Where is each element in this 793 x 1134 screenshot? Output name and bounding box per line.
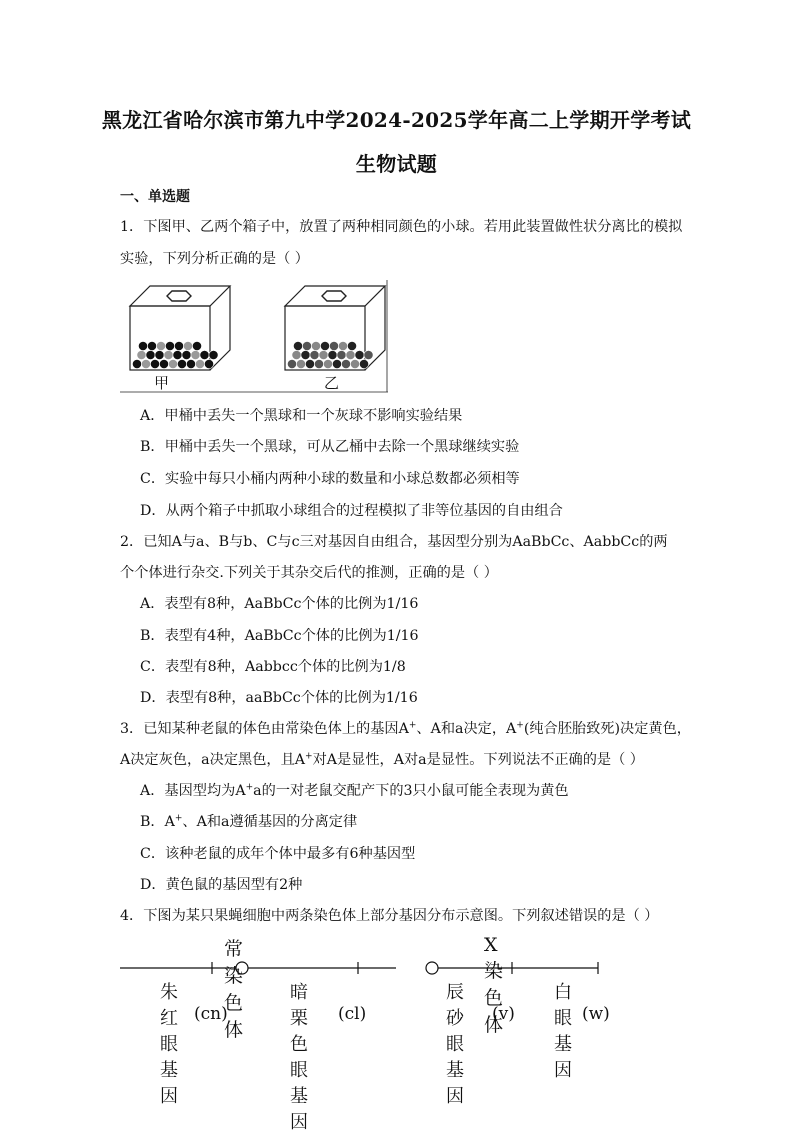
ball — [359, 359, 368, 368]
ball — [177, 359, 186, 368]
q3-stem-line2: A决定灰色，a决定黑色，且A+对A是显性，A对a是显性。下列说法不正确的是（ ） — [120, 751, 644, 768]
ball — [319, 350, 328, 359]
ball — [364, 350, 373, 359]
section-heading: 一、单选题 — [120, 189, 190, 205]
ball — [314, 359, 323, 368]
box-label-jia: 甲 — [154, 374, 170, 392]
ball — [310, 350, 319, 359]
ball — [200, 350, 209, 359]
ball — [338, 341, 347, 350]
x-chromosome-label: X染色体 — [484, 934, 504, 1036]
q1-option-b[interactable]: B．甲桶中丢失一个黑球，可从乙桶中去除一个黑球继续实验 — [140, 439, 520, 455]
ball — [355, 350, 364, 359]
q3-option-c[interactable]: C．该种老鼠的成年个体中最多有6种基因型 — [140, 846, 416, 862]
autosome-label: 常染色体 — [224, 938, 244, 1041]
ball — [204, 359, 213, 368]
q2-option-d[interactable]: D．表型有8种，aaBbCc个体的比例为1/16 — [140, 690, 418, 706]
gene-symbol-w: (w) — [582, 1004, 610, 1024]
ball — [132, 359, 141, 368]
ball — [138, 341, 147, 350]
box-label-yi: 乙 — [324, 374, 340, 392]
ball — [302, 341, 311, 350]
ball — [183, 341, 192, 350]
q2-stem-line2: 个个体进行杂交.下列关于其杂交后代的推测，正确的是（ ） — [120, 565, 498, 581]
q3-option-a[interactable]: A．基因型均为A+a的一对老鼠交配产下的3只小鼠可能全表现为黄色 — [140, 782, 569, 799]
ball — [287, 359, 296, 368]
q2-stem-line1: 2．已知A与a、B与b、C与c三对基因自由组合，基因型分别为AaBbCc、AabbCc的两 — [120, 534, 668, 550]
ball — [182, 350, 191, 359]
exam-title: 黑龙江省哈尔滨市第九中学2024-2025学年高二上学期开学考试 — [101, 108, 692, 132]
ball — [147, 341, 156, 350]
ball — [192, 341, 201, 350]
ball — [347, 341, 356, 350]
q3-stem-line1: 3．已知某种老鼠的体色由常染色体上的基因A+、A和a决定，A+(纯合胚胎致死)决定黄色， — [120, 720, 691, 737]
gene-symbol-cn: (cn) — [194, 1004, 228, 1024]
q2-option-b[interactable]: B．表型有4种，AaBbCc个体的比例为1/16 — [140, 628, 419, 644]
ball — [341, 359, 350, 368]
q1-figure-boxes — [120, 280, 390, 400]
q1-option-a[interactable]: A．甲桶中丢失一个黑球和一个灰球不影响实验结果 — [140, 408, 463, 424]
gene-name-cn: 朱红眼基因 — [160, 982, 178, 1107]
ball — [137, 350, 146, 359]
ball — [186, 359, 195, 368]
ball — [173, 350, 182, 359]
q3-option-b[interactable]: B．A+、A和a遵循基因的分离定律 — [140, 813, 358, 830]
q1-stem-line1: 1．下图甲、乙两个箱子中，放置了两种相同颜色的小球。若用此装置做性状分离比的模拟 — [120, 219, 683, 235]
q1-stem-line2: 实验，下列分析正确的是（ ） — [120, 251, 309, 267]
q1-option-d[interactable]: D．从两个箱子中抓取小球组合的过程模拟了非等位基因的自由组合 — [140, 503, 563, 519]
ball — [150, 359, 159, 368]
ball — [195, 359, 204, 368]
exam-subject: 生物试题 — [355, 152, 438, 176]
ball — [292, 350, 301, 359]
q4-stem-line1: 4．下图为某只果蝇细胞中两条染色体上部分基因分布示意图。下列叙述错误的是（ ） — [120, 908, 659, 924]
ball — [191, 350, 200, 359]
ball — [296, 359, 305, 368]
ball — [156, 341, 165, 350]
gene-name-w: 白眼基因 — [554, 982, 572, 1081]
ball — [301, 350, 310, 359]
ball — [337, 350, 346, 359]
gene-symbol-v: (v) — [492, 1004, 515, 1024]
q1-option-c[interactable]: C．实验中每只小桶内两种小球的数量和小球总数都必须相等 — [140, 471, 520, 487]
ball — [293, 341, 302, 350]
ball — [174, 341, 183, 350]
q2-option-c[interactable]: C．表型有8种，Aabbcc个体的比例为1/8 — [140, 659, 406, 675]
q3-option-d[interactable]: D．黄色鼠的基因型有2种 — [140, 877, 303, 893]
ball — [168, 359, 177, 368]
ball — [141, 359, 150, 368]
ball — [350, 359, 359, 368]
ball — [346, 350, 355, 359]
ball — [329, 341, 338, 350]
ball — [332, 359, 341, 368]
ball — [155, 350, 164, 359]
ball — [164, 350, 173, 359]
gene-name-cl: 暗栗色眼基因 — [290, 982, 308, 1133]
gene-symbol-cl: (cl) — [338, 1004, 367, 1024]
ball — [323, 359, 332, 368]
ball — [305, 359, 314, 368]
ball — [146, 350, 155, 359]
ball — [165, 341, 174, 350]
ball — [159, 359, 168, 368]
gene-name-v: 辰砂眼基因 — [446, 982, 464, 1107]
ball — [209, 350, 218, 359]
q2-option-a[interactable]: A．表型有8种，AaBbCc个体的比例为1/16 — [140, 596, 419, 612]
ball — [328, 350, 337, 359]
ball — [320, 341, 329, 350]
ball — [311, 341, 320, 350]
